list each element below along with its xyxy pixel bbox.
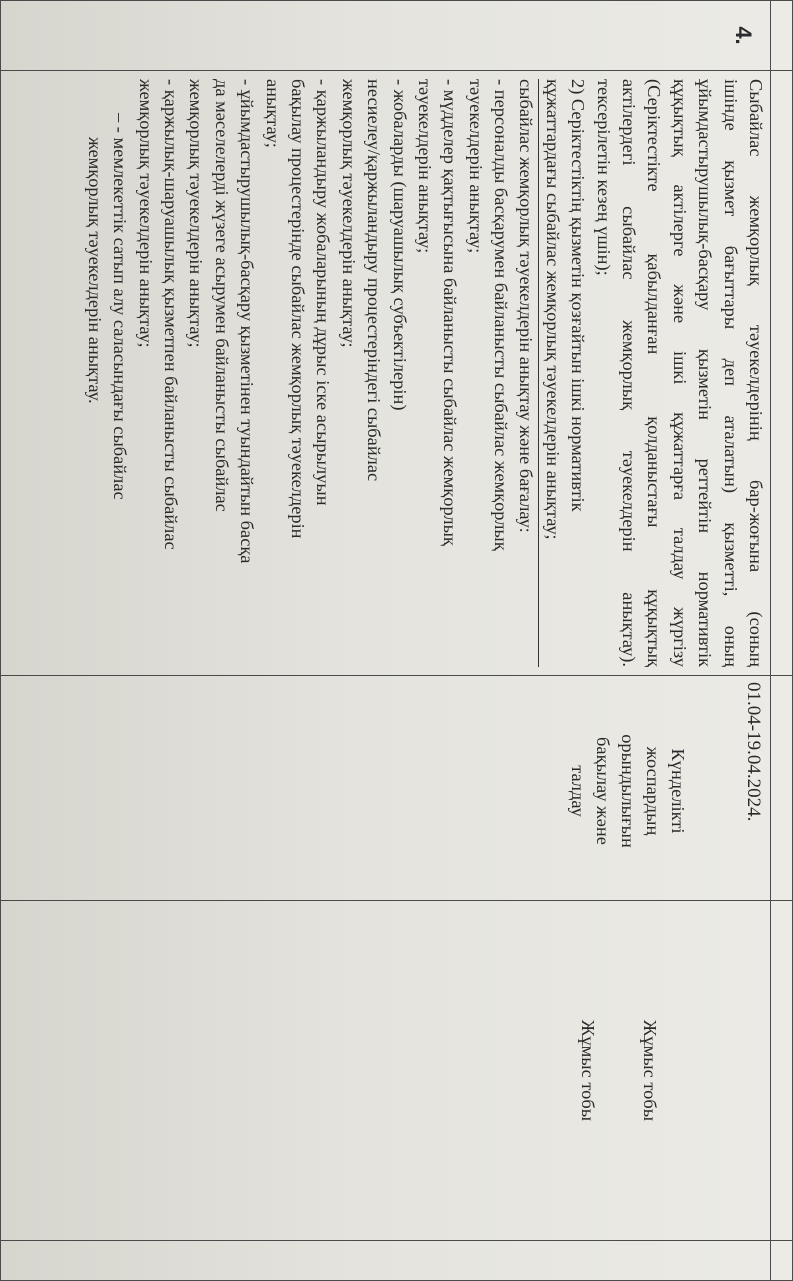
- completion-form-line: орындылығын: [618, 734, 638, 848]
- completion-form: [565, 682, 690, 900]
- completion-form-line: жоспардың: [643, 746, 663, 836]
- description-line: - мүдделер қақтығысына байланысты сыбайлас жемқорлық: [440, 79, 461, 546]
- table-top-strip: [771, 1, 793, 1281]
- deadline-date: 01.04-19.04.2024.: [743, 682, 764, 822]
- description-line: несиелеу/қаржыландыру процестеріндегі сыбайлас: [364, 79, 385, 482]
- description-line: құқықтық актілерге және ішкі құжаттарға талдау жүргізу: [669, 79, 690, 667]
- description-line: құжаттардағы сыбайлас жемқорлық тәуекелдерін анықтау;: [538, 79, 564, 667]
- measure-description: [1, 71, 771, 676]
- description-line: сыбайлас жемқорлық тәуекелдерін анықтау және бағалау:: [516, 79, 537, 533]
- description-line: Сыбайлас жемқорлық тәуекелдерінің бар-жоғына (соның: [746, 79, 766, 667]
- deadline-cell: [1, 676, 771, 901]
- description-line: – - мемлекеттік сатып алу саласындағы сыбайлас: [110, 113, 131, 500]
- completion-form-line: Күнделікті: [668, 748, 688, 834]
- description-line: - персоналды басқарумен байланысты сыбайлас жемқорлық: [491, 79, 512, 551]
- completion-form-line: бақылау және: [593, 737, 613, 845]
- table-row: [1, 1, 771, 1281]
- description-line: тексерілетін кезең үшін);: [593, 79, 614, 276]
- row-number: 4.: [1, 1, 771, 71]
- responsible-text: Жұмыс тобы: [578, 1019, 598, 1122]
- description-line: 2) Серіктестіктің қызметін қозғайтын ішкі нормативтік: [568, 79, 589, 512]
- responsible-text: Жұмыс тобы: [640, 1019, 660, 1122]
- description-line: да мәселелерді жүзеге асырумен байланысты сыбайлас: [211, 79, 232, 512]
- empty-column: [1, 1241, 771, 1281]
- description-line: ішінде қызмет бағыттары деп аталатын) қызметті, оның: [720, 79, 741, 667]
- completion-form-line: талдау: [568, 765, 588, 817]
- description-line: тәуекелдерін анықтау;: [414, 79, 435, 254]
- responsible-cell: [1, 901, 771, 1241]
- description-line: бақылау процестерінде сыбайлас жемқорлық тәуекелдерін: [287, 79, 308, 539]
- description-line: жемқорлық тәуекелдерін анықтау;: [338, 79, 359, 348]
- description-line: - жобаларды (шаруашылық субъектілерін): [389, 79, 410, 411]
- description-line: жемқорлық тәуекелдерін анықтау;: [186, 79, 207, 348]
- description-line: анықтау;: [262, 79, 283, 148]
- description-line: тәуекелдерін анықтау;: [465, 79, 486, 254]
- description-line: - қаржылық-шаруашылық қызметпен байланысты сыбайлас: [161, 79, 182, 550]
- description-line: жемқорлық тәуекелдерін анықтау.: [84, 137, 105, 404]
- description-line: (Серіктестікте қабылданған қолданыстағы құқықтық: [644, 79, 665, 667]
- description-line: актілердегі сыбайлас жемқорлық тәуекелдерін анықтау).: [619, 79, 640, 667]
- description-line: - ұйымдастырушылық-басқару қызметінен туындайтын басқа: [237, 79, 258, 564]
- description-line: жемқорлық тәуекелдерін анықтау;: [135, 79, 156, 348]
- description-line: - қаржыландыру жобаларының дұрыс іске асырылуын: [313, 79, 334, 506]
- description-line: ұйымдастырушылық-басқару қызметін реттейтін нормативтік: [695, 79, 716, 667]
